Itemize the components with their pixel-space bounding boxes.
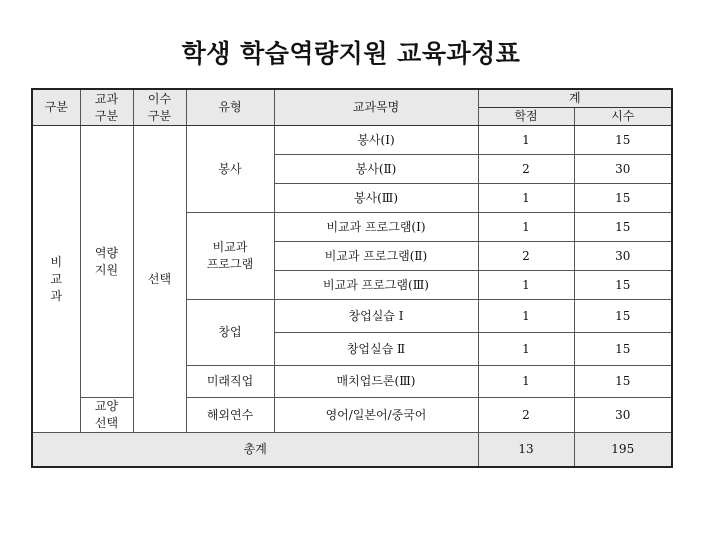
curriculum-table (31, 88, 673, 468)
course-name: 창업실습 Ⅰ (274, 300, 478, 333)
type-noncurricular: 비교과 프로그램 (186, 213, 274, 300)
hours-cell: 30 (574, 242, 672, 271)
credits-cell: 1 (478, 126, 574, 155)
course-name: 비교과 프로그램(Ⅲ) (274, 271, 478, 300)
credits-cell: 1 (478, 300, 574, 333)
page-title: 학생 학습역량지원 교육과정표 (181, 39, 521, 68)
total-credits: 13 (478, 433, 574, 468)
hours-cell: 15 (574, 271, 672, 300)
credits-cell: 1 (478, 271, 574, 300)
credits-cell: 2 (478, 155, 574, 184)
course-name: 비교과 프로그램(Ⅰ) (274, 213, 478, 242)
header-completion-category: 이수 구분 (133, 89, 186, 126)
header-course-name: 교과목명 (274, 89, 478, 126)
completion-cell: 선택 (133, 126, 186, 433)
category-cell: 비 교 과 (32, 126, 80, 433)
credits-cell: 1 (478, 213, 574, 242)
hours-cell: 30 (574, 398, 672, 433)
credits-cell: 2 (478, 398, 574, 433)
header-category: 구분 (32, 89, 80, 126)
total-label: 총계 (32, 433, 478, 468)
course-name: 봉사(Ⅲ) (274, 184, 478, 213)
type-overseas: 해외연수 (186, 398, 274, 433)
hours-cell: 15 (574, 300, 672, 333)
credits-cell: 1 (478, 366, 574, 398)
header-hours: 시수 (574, 108, 672, 126)
course-name: 비교과 프로그램(Ⅱ) (274, 242, 478, 271)
type-future-job: 미래직업 (186, 366, 274, 398)
type-startup: 창업 (186, 300, 274, 366)
total-row (32, 433, 672, 468)
credits-cell: 1 (478, 184, 574, 213)
header-total: 계 (478, 89, 672, 108)
hours-cell: 15 (574, 184, 672, 213)
type-service: 봉사 (186, 126, 274, 213)
total-hours: 195 (574, 433, 672, 468)
hours-cell: 15 (574, 126, 672, 155)
course-name: 매치업드론(Ⅲ) (274, 366, 478, 398)
hours-cell: 15 (574, 366, 672, 398)
hours-cell: 30 (574, 155, 672, 184)
subject-group-liberal: 교양 선택 (80, 398, 133, 433)
course-name: 봉사(Ⅰ) (274, 126, 478, 155)
course-name: 봉사(Ⅱ) (274, 155, 478, 184)
hours-cell: 15 (574, 213, 672, 242)
header-subject-category: 교과 구분 (80, 89, 133, 126)
course-name: 창업실습 Ⅱ (274, 333, 478, 366)
table-row (32, 398, 672, 433)
credits-cell: 1 (478, 333, 574, 366)
hours-cell: 15 (574, 333, 672, 366)
credits-cell: 2 (478, 242, 574, 271)
header-credits: 학점 (478, 108, 574, 126)
subject-group-competency: 역량 지원 (80, 126, 133, 398)
table-row (32, 126, 672, 155)
header-type: 유형 (186, 89, 274, 126)
course-name: 영어/일본어/중국어 (274, 398, 478, 433)
